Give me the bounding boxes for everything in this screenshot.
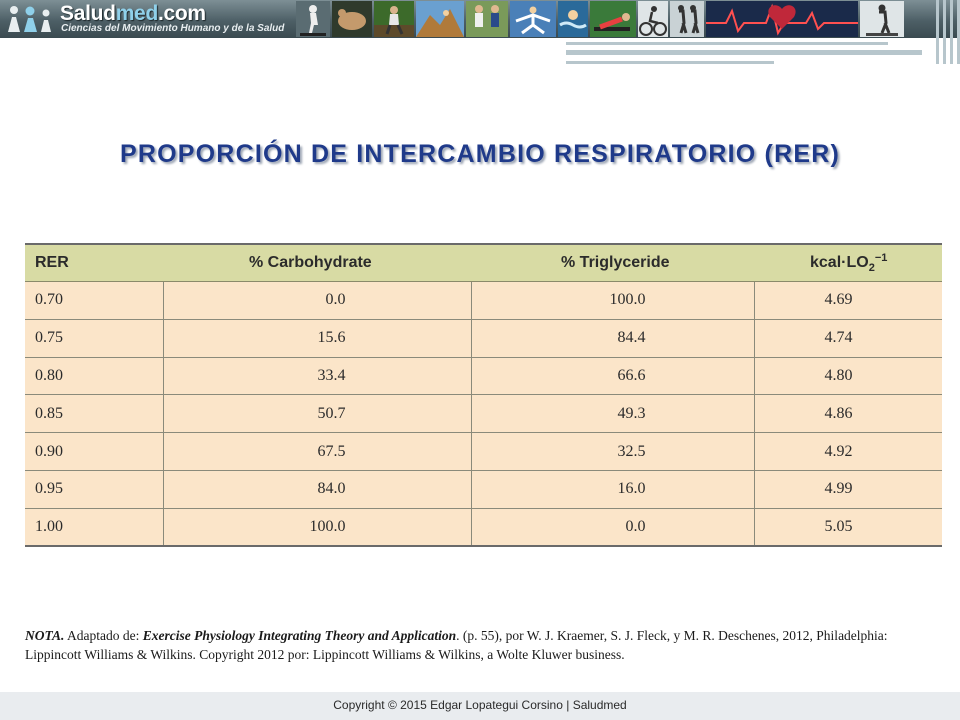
cell-rer: 0.90 [25, 433, 163, 471]
site-logo[interactable] [4, 2, 294, 36]
cell-carbohydrate: 67.5 [163, 433, 471, 471]
cell-rer: 0.80 [25, 357, 163, 395]
header-triglyceride: % Triglyceride [471, 245, 754, 282]
treadmill-runner-icon [296, 1, 330, 37]
cell-carbohydrate: 33.4 [163, 357, 471, 395]
cell-triglyceride: 84.4 [471, 319, 754, 357]
cell-kcal: 4.99 [754, 470, 942, 508]
cell-carbohydrate: 100.0 [163, 508, 471, 545]
walkers-icon [466, 1, 508, 37]
cell-carbohydrate: 0.0 [163, 282, 471, 320]
cell-triglyceride: 66.6 [471, 357, 754, 395]
cell-triglyceride: 49.3 [471, 395, 754, 433]
table-row [25, 395, 942, 433]
cell-carbohydrate: 50.7 [163, 395, 471, 433]
runners-icon [670, 1, 704, 37]
leaping-dancer-icon [510, 1, 556, 37]
table-row [25, 508, 942, 545]
header-vertical-bars [932, 0, 960, 64]
stretching-icon [590, 1, 636, 37]
cell-rer: 0.95 [25, 470, 163, 508]
cell-rer: 1.00 [25, 508, 163, 545]
cyclist-icon [638, 1, 668, 37]
note-book-title: Exercise Physiology Integrating Theory and Application [142, 628, 457, 643]
treadmill-test-icon [860, 1, 904, 37]
source-note [25, 626, 937, 664]
table-header-row [25, 245, 942, 282]
table-row [25, 357, 942, 395]
note-body: . (p. 55), por W. J. Kraemer, S. J. Fleck, y M. R. Deschenes, 2012, Philadelphia: Lippincott Williams & Wilkins. Copyright 2012 por: Lippincott Williams & Wilkins, a Wolte Kluwer business. [25, 628, 888, 662]
cell-rer: 0.75 [25, 319, 163, 357]
cell-rer: 0.70 [35, 291, 63, 309]
saludmed-figures-icon [4, 4, 56, 34]
ecg-heart-icon [706, 1, 858, 37]
logo-title: Saludmed.com [60, 2, 206, 25]
note-label: NOTA. [25, 628, 65, 643]
cell-kcal: 4.92 [754, 433, 942, 471]
cell-carbohydrate: 15.6 [163, 319, 471, 357]
cell-kcal: 5.05 [754, 508, 942, 545]
footer-copyright: Copyright © 2015 Edgar Lopategui Corsino | Saludmed [0, 692, 960, 720]
table-row [25, 282, 942, 320]
header-stripe-mid [566, 50, 922, 55]
cell-kcal: 4.86 [754, 395, 942, 433]
cell-kcal: 4.69 [754, 282, 942, 320]
table-row [25, 470, 942, 508]
jogger-icon [374, 1, 414, 37]
wrestling-icon [332, 1, 372, 37]
table-row [25, 319, 942, 357]
logo-tagline: Ciencias del Movimiento Humano y de la Salud [61, 23, 285, 34]
header-banner [0, 0, 960, 38]
cell-triglyceride: 16.0 [471, 470, 754, 508]
header-rer: RER [25, 245, 163, 282]
header-kcal: $kcal\cdot LO_2^{-1}$ [754, 245, 942, 282]
cell-triglyceride: 0.0 [471, 508, 754, 545]
header-carbohydrate: % Carbohydrate [163, 245, 471, 282]
cell-triglyceride: 100.0 [471, 282, 754, 320]
cell-kcal: 4.80 [754, 357, 942, 395]
swimmer-icon [558, 1, 588, 37]
rer-data-table [25, 245, 942, 545]
page-title: PROPORCIÓN DE INTERCAMBIO RESPIRATORIO (RER) [120, 140, 840, 168]
cell-kcal: 4.74 [754, 319, 942, 357]
photo-strip [296, 1, 960, 37]
note-prefix: Adaptado de: [64, 628, 143, 643]
cell-carbohydrate: 84.0 [163, 470, 471, 508]
header-stripe-short [566, 61, 774, 64]
table-row [25, 433, 942, 471]
header-stripe-long [566, 42, 888, 45]
cell-triglyceride: 32.5 [471, 433, 754, 471]
rer-table [25, 243, 942, 547]
climbing-icon [416, 1, 464, 37]
cell-rer: 0.85 [25, 395, 163, 433]
